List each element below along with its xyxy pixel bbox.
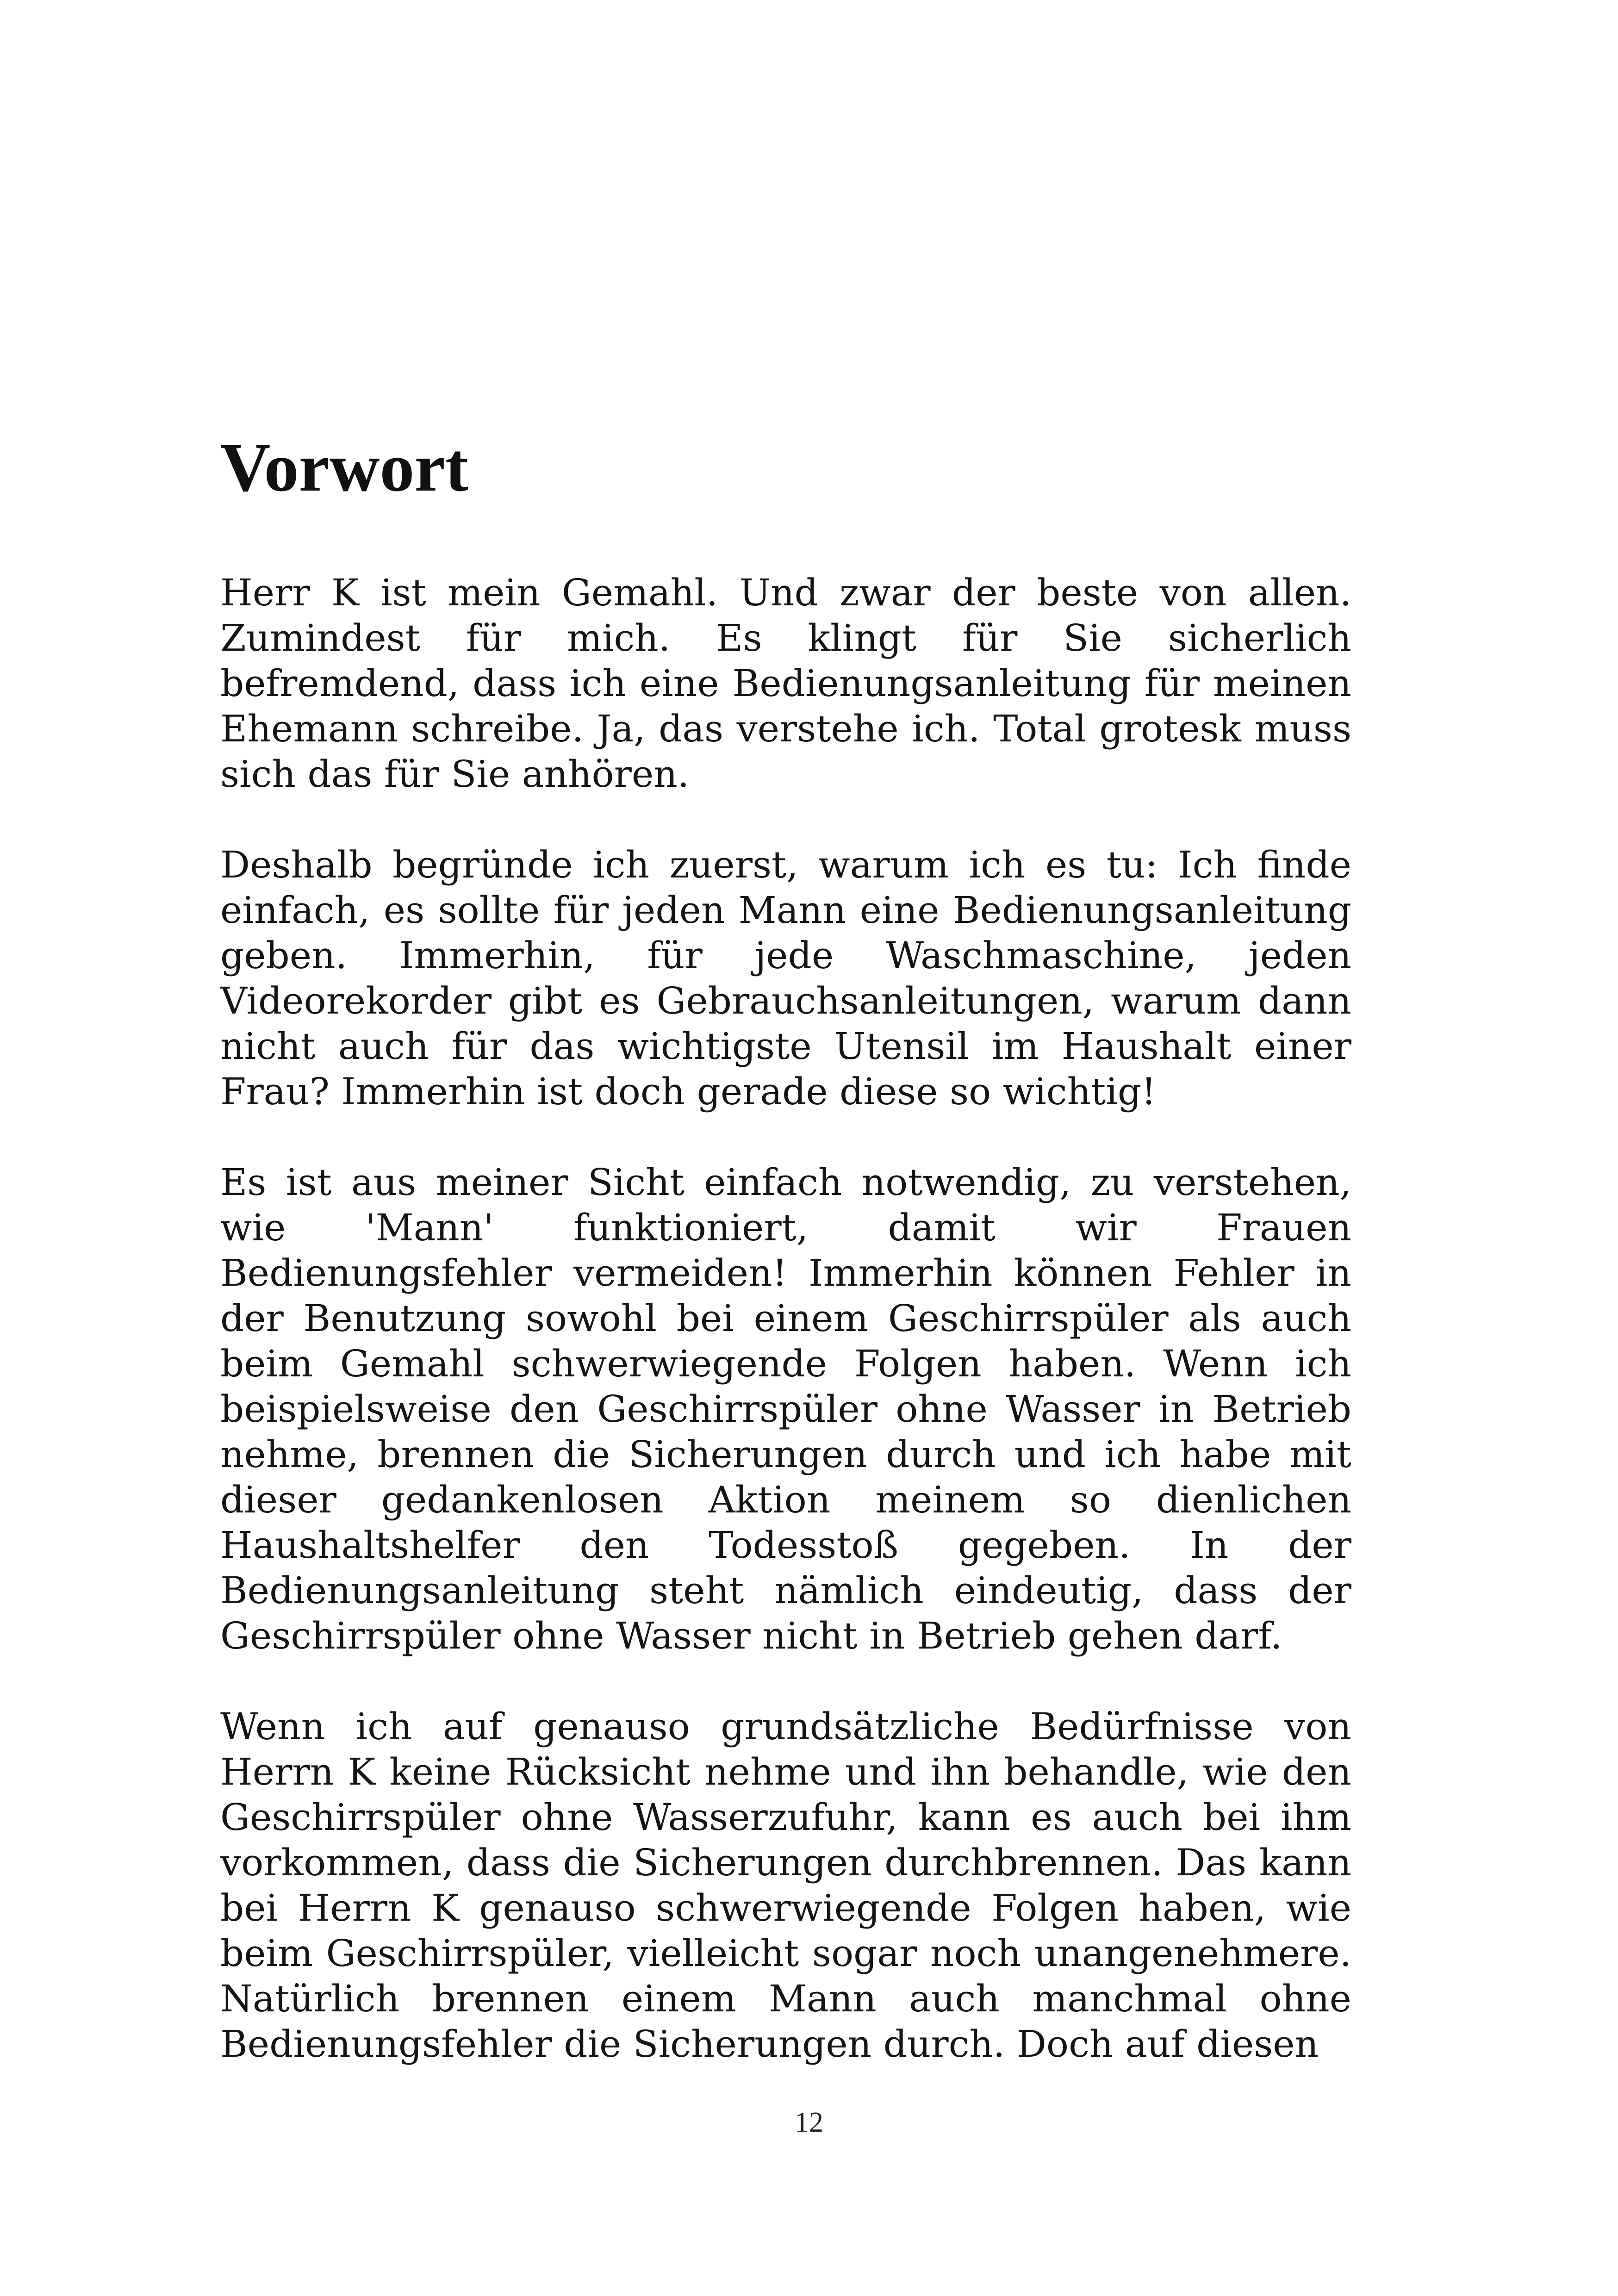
chapter-title: Vorwort: [220, 429, 468, 506]
paragraph: Deshalb begründe ich zuerst, warum ich es tu: Ich finde einfach, es sollte für jeden Mann eine Bedienungsanleitung geben. Immerhin, für jede Waschmaschine, jeden Videorekorder gibt es Gebrauchsanleitungen, warum dann nicht auch für das wichtigste Utensil im Haushalt einer Frau? Immerhin ist doch gerade diese so wichtig!: [220, 843, 1351, 1113]
body-text: [220, 570, 1351, 2067]
paragraph: Wenn ich auf genauso grundsätzliche Bedürfnisse von Herrn K keine Rücksicht nehme und ihn behandle, wie den Geschirrspüler ohne Wasserzufuhr, kann es auch bei ihm vorkommen, dass die Sicherungen durchbrennen. Das kann bei Herrn K genauso schwerwiegende Folgen haben, wie beim Geschirrspüler, vielleicht sogar noch unangenehmere. Natürlich brennen einem Mann auch manchmal ohne Bedienungsfehler die Sicherungen durch. Doch auf diesen: [220, 1705, 1351, 2066]
page-number: 12: [795, 2107, 823, 2138]
paragraph: Herr K ist mein Gemahl. Und zwar der beste von allen. Zumindest für mich. Es klingt für Sie sicherlich befremdend, dass ich eine Bedienungsanleitung für meinen Ehemann schreibe. Ja, das verstehe ich. Total grotesk muss sich das für Sie anhören.: [220, 571, 1351, 796]
paragraph: Es ist aus meiner Sicht einfach notwendig, zu verstehen, wie 'Mann' funktioniert, damit wir Frauen Bedienungsfehler vermeiden! Immerhin können Fehler in der Benutzung sowohl bei einem Geschirrspüler als auch beim Gemahl schwerwiegende Folgen haben. Wenn ich beispielsweise den Geschirrspüler ohne Wasser in Betrieb nehme, brennen die Sicherungen durch und ich habe mit dieser gedankenlosen Aktion meinem so dienlichen Haushaltshelfer den Todesstoß gegeben. In der Bedienungsanleitung steht nämlich eindeutig, dass der Geschirrspüler ohne Wasser nicht in Betrieb gehen darf.: [220, 1161, 1351, 1657]
